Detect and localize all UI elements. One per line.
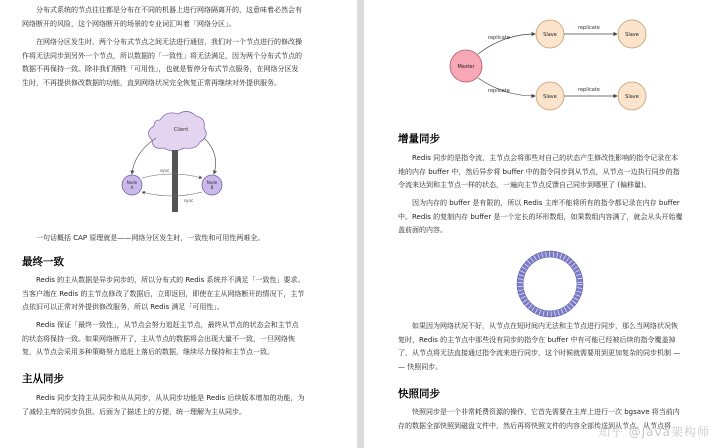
heading-snapshot-sync: 快照同步 [398, 388, 440, 400]
para-eventual-consistency: Redis 保证「最终一致性」，从节点会努力追赶主节点，最终从节点的状态会和主节点 的状态将保持一致。如果网络断开了，主从节点的数据将会出现大量不一致，一旦网络恢 复，从节点会采用多种策略努力追赶上落后的数据，继续尽力保持和主节点一致。 [22, 321, 299, 356]
svg-text:Slave: Slave [625, 32, 639, 38]
node-b-label: Node [206, 180, 218, 185]
svg-text:B: B [210, 185, 214, 190]
svg-text:Slave: Slave [625, 94, 639, 100]
para-incremental-sync: Redis 同步的是指令流，主节点会将那些对自己的状态产生修改性影响的指令记录在本 地的内存 buffer 中，然后异步将 buffer 中的指令同步到从节点，从节点一边执行同步的指 令流来达到和主节点一样的状态，一遍向主节点反馈自己同步到哪里了 (偏移量)。 [398, 154, 680, 189]
sync-label-bottom: sync [184, 198, 194, 203]
svg-text:Slave: Slave [543, 32, 557, 38]
para-master-slave: Redis 同步支持主从同步和从从同步，从从同步功能是 Redis 后续版本增加的功能，为 了减轻主库的同步负担。后面为了描述上的方便，统一理解为主从同步。 [22, 394, 305, 416]
node-a-label: Node [126, 180, 138, 185]
cap-diagram [112, 108, 240, 214]
heading-eventual-consistency: 最终一致 [22, 256, 64, 268]
ring-buffer-diagram [514, 248, 586, 320]
sync-label-top: sync [160, 168, 170, 173]
left-page [0, 0, 357, 448]
heading-master-slave-sync: 主从同步 [22, 373, 64, 385]
para-redis-async: Redis 的主从数据是异步同步的，所以分布式的 Redis 系统并不满足「一致性」要求。 当客户端在 Redis 的主节点修改了数据后，立即返回，即使在主从网络断开的情况下，主节 点依旧可以正常对外提供修改服务，所以 Redis 满足「可用性」。 [22, 276, 305, 311]
replication-topology-diagram [444, 6, 704, 114]
replicate-label-3: replicate [578, 25, 600, 31]
para-network-partition-2: 在网络分区发生时，两个分布式节点之间无法进行通信，我们对一个节点进行的修改操 作将无法同步到另外一个节点，所以数据的「一致性」将无法满足，因为两个分布式节点的 数据不再保持一致。除非我们牺牲「可用性」，也就是暂停分布式节点服务，在网络分区发 生时，不再提供修改数据的功能，直到网络状况完全恢复正常再继续对外提供服务。 [22, 38, 302, 87]
replicate-label-4: replicate [578, 87, 600, 93]
partition-wall [172, 150, 178, 212]
cap-summary: 一句话概括 CAP 原理就是——网络分区发生时，一致性和可用性两难全。 [36, 234, 265, 242]
svg-text:Master: Master [457, 64, 475, 70]
para-ring-buffer: 因为内存的 buffer 是有限的，所以 Redis 主库不能将所有的指令都记录在内存 buffer 中。Redis 的复制内存 buffer 是一个定长的环形数组，如果数组内容满了，就会从头开始覆 盖前面的内容。 [398, 199, 683, 234]
replicate-label-2: replicate [488, 88, 510, 94]
right-page [364, 0, 720, 448]
svg-text:A: A [130, 185, 134, 190]
para-network-recovery: 如果因为网络状况不好，从节点在短时间内无法和主节点进行同步，那么当网络状况恢 复时，Redis 的主节点中那些没有同步的指令在 buffer 中有可能已经被后续的指令覆盖掉 了，从节点将无法直接通过指令流来进行同步，这个时候就需要用到更加复杂的同步机制 — — 快照同步。 [398, 322, 681, 371]
para-snapshot-sync: 快照同步是一个非常耗费资源的操作，它首先需要在主库上进行一次 bgsave 将当前内 存的数据全部快照到磁盘文件中，然后再将快照文件的内容全部传送到从节点。从节点将 [398, 408, 680, 430]
arrow-client-to-node-b [204, 138, 216, 174]
watermark: 知乎 @Java架构师 [597, 425, 710, 439]
replicate-label-1: replicate [488, 35, 510, 41]
svg-text:Slave: Slave [543, 94, 557, 100]
heading-incremental-sync: 增量同步 [398, 133, 440, 145]
client-label: Client [173, 127, 189, 133]
para-network-partition-1: 分布式系统的节点往往都是分布在不同的机器上进行网络隔离开的，这意味着必然会有 网络断开的风险，这个网络断开的场景的专业词汇叫着「网络分区」。 [22, 6, 302, 28]
